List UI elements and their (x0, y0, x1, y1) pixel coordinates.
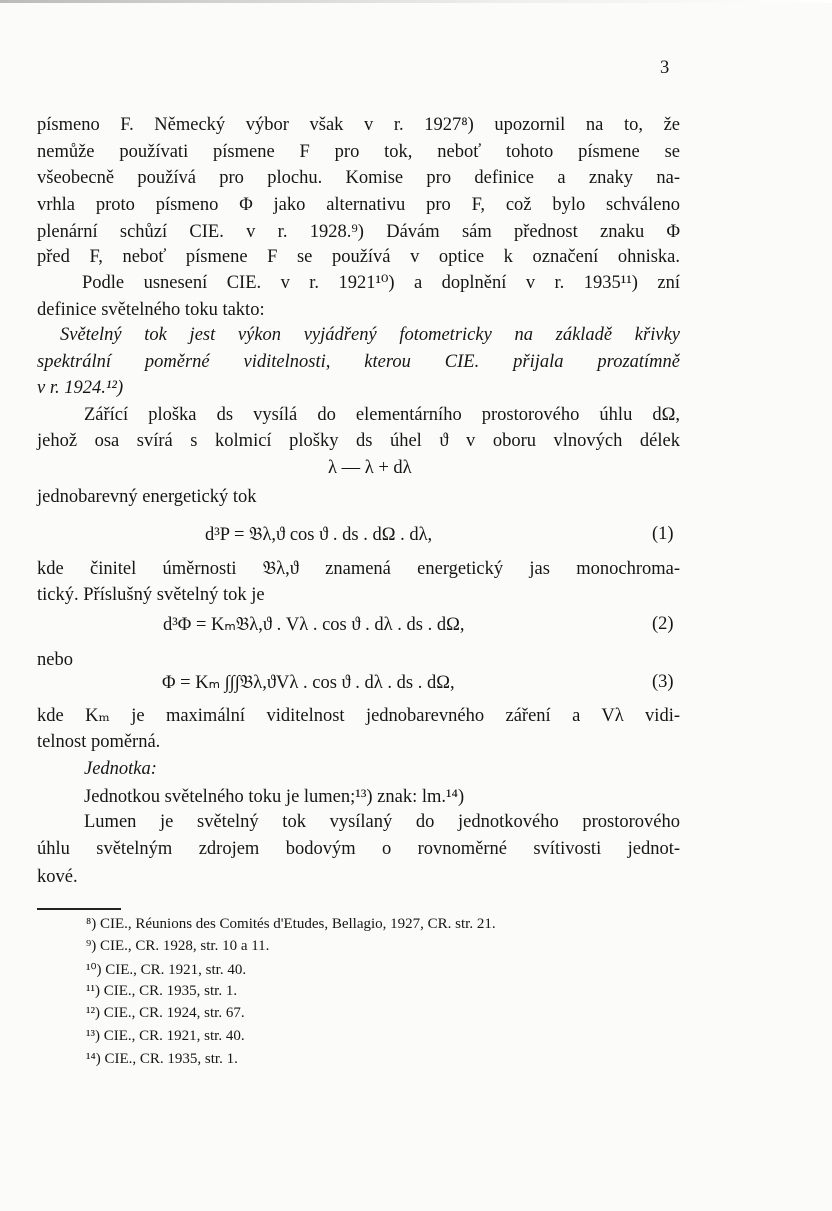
equation-1: d³P = 𝔅λ,ϑ cos ϑ . ds . dΩ . dλ, (205, 525, 433, 545)
equation-2: d³Φ = Kₘ𝔅λ,ϑ . Vλ . cos ϑ . dλ . ds . dΩ, (163, 615, 465, 635)
body-line: Zářící ploška ds vysílá do elementárního prostorového úhlu dΩ, (84, 405, 680, 425)
footnote: ¹¹) CIE., CR. 1935, str. 1. (86, 983, 238, 999)
wavelength-range: λ — λ + dλ (328, 458, 412, 478)
footnote: ⁸) CIE., Réunions des Comités d'Etudes, Bellagio, 1927, CR. str. 21. (86, 916, 496, 932)
footnote: ¹⁰) CIE., CR. 1921, str. 40. (86, 962, 247, 978)
body-line: Podle usnesení CIE. v r. 1921¹⁰) a doplnění v r. 1935¹¹) zní (82, 273, 680, 293)
footnote: ¹³) CIE., CR. 1921, str. 40. (86, 1028, 245, 1044)
section-heading: Jednotka: (84, 759, 157, 779)
body-line: nebo (37, 650, 73, 670)
body-line: kde Kₘ je maximální viditelnost jednobarevného záření a Vλ vidi- (37, 706, 680, 726)
definition-line: spektrální poměrné viditelnosti, kterou CIE. přijala prozatímně (37, 352, 680, 372)
definition-line: v r. 1924.¹²) (37, 378, 124, 398)
body-line: plenární schůzí CIE. v r. 1928.⁹) Dávám sám přednost znaku Φ (37, 222, 680, 242)
footnote-divider (37, 908, 121, 910)
footnote: ¹²) CIE., CR. 1924, str. 67. (86, 1005, 245, 1021)
body-line: kde činitel úměrnosti 𝔅λ,ϑ znamená energetický jas monochroma- (37, 559, 680, 579)
body-line: před F, neboť písmene F se používá v optice k označení ohniska. (37, 247, 680, 267)
body-line: jednobarevný energetický tok (37, 487, 257, 507)
body-line: vrhla proto písmeno Φ jako alternativu pro F, což bylo schváleno (37, 195, 680, 215)
body-line: úhlu světelným zdrojem bodovým o rovnoměrné svítivosti jednot- (37, 839, 680, 859)
page-number: 3 (660, 58, 670, 78)
footnote: ¹⁴) CIE., CR. 1935, str. 1. (86, 1051, 238, 1067)
equation-3: Φ = Kₘ ∫∫∫𝔅λ,ϑVλ . cos ϑ . dλ . ds . dΩ, (162, 673, 455, 693)
scan-edge (0, 0, 832, 3)
body-line: všeobecně používá pro plochu. Komise pro definice a znaky na- (37, 168, 680, 188)
body-line: kové. (37, 867, 78, 887)
body-line: tický. Příslušný světelný tok je (37, 585, 265, 605)
body-line: jehož osa svírá s kolmicí plošky ds úhel ϑ v oboru vlnových délek (37, 431, 680, 451)
body-line: telnost poměrná. (37, 732, 161, 752)
equation-3-number: (3) (652, 672, 674, 692)
footnote: ⁹) CIE., CR. 1928, str. 10 a 11. (86, 938, 270, 954)
body-line: písmeno F. Německý výbor však v r. 1927⁸) upozornil na to, že (37, 115, 680, 135)
body-line: Jednotkou světelného toku je lumen;¹³) znak: lm.¹⁴) (84, 787, 465, 807)
body-line: nemůže používati písmene F pro tok, neboť tohoto písmene se (37, 142, 680, 162)
equation-1-number: (1) (652, 524, 674, 544)
body-line: Lumen je světelný tok vysílaný do jednotkového prostorového (84, 812, 680, 832)
body-line: definice světelného toku takto: (37, 300, 265, 320)
equation-2-number: (2) (652, 614, 674, 634)
definition-line: Světelný tok jest výkon vyjádřený fotometricky na základě křivky (60, 325, 680, 345)
